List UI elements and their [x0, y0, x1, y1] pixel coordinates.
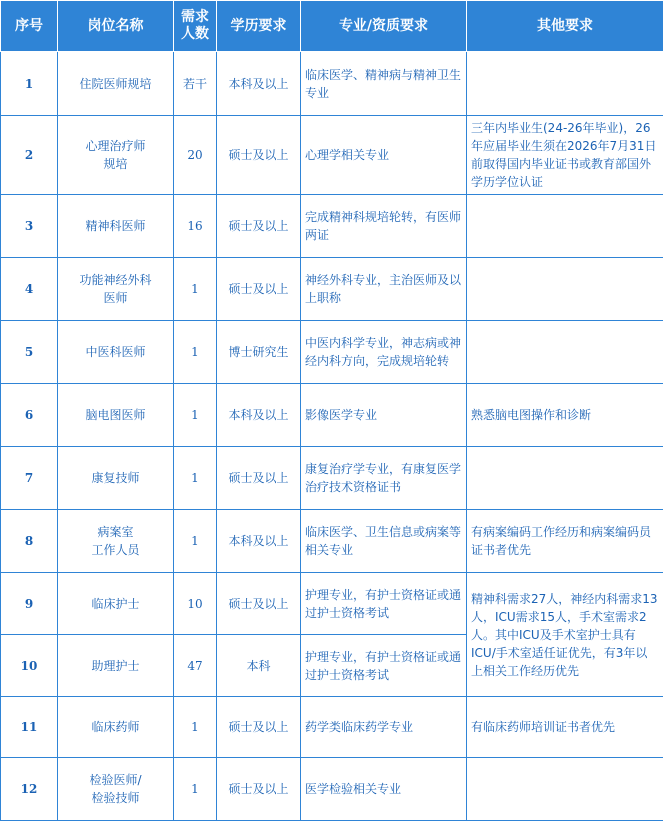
- position-name-line1: 中医科医师: [85, 345, 146, 359]
- position-count: 1: [174, 321, 217, 384]
- position-name: [58, 447, 174, 510]
- header-other: 其他要求: [467, 1, 663, 52]
- education-req: 本科: [217, 635, 301, 697]
- position-name: [58, 758, 174, 821]
- header-major: 专业/资质要求: [301, 1, 467, 52]
- other-req: 三年内毕业生(24-26年毕业)，26年应届毕业生须在2026年7月31日前取得国内毕业证书或教育部国外学历学位认证: [467, 116, 663, 195]
- other-req: 熟悉脑电图操作和诊断: [467, 384, 663, 447]
- position-name-line2: 医师: [103, 291, 128, 305]
- education-req: 博士研究生: [217, 321, 301, 384]
- major-req: 护理专业，有护士资格证或通过护士资格考试: [301, 573, 467, 635]
- table-row: [1, 510, 663, 573]
- education-req: 硕士及以上: [217, 258, 301, 321]
- table-row: [1, 573, 663, 635]
- row-num: 5: [1, 321, 58, 384]
- header-count: [174, 1, 217, 52]
- education-req: 硕士及以上: [217, 195, 301, 258]
- major-req: 心理学相关专业: [301, 116, 467, 195]
- other-req: [467, 321, 663, 384]
- other-req: [467, 52, 663, 116]
- other-req: [467, 258, 663, 321]
- row-num: 2: [1, 116, 58, 195]
- position-name-line1: 脑电图医师: [85, 408, 146, 422]
- table-row: [1, 116, 663, 195]
- position-name-line1: 精神科医师: [85, 219, 146, 233]
- major-req: 中医内科学专业，神志病或神经内科方向，完成规培轮转: [301, 321, 467, 384]
- major-req: 神经外科专业，主治医师及以上职称: [301, 258, 467, 321]
- row-num: 8: [1, 510, 58, 573]
- row-num: 3: [1, 195, 58, 258]
- position-name: [58, 384, 174, 447]
- position-name-line1: 临床护士: [91, 596, 140, 611]
- row-num: 6: [1, 384, 58, 447]
- position-count: 1: [174, 447, 217, 510]
- education-req: 硕士及以上: [217, 697, 301, 758]
- major-req: 影像医学专业: [301, 384, 467, 447]
- other-req: [467, 447, 663, 510]
- position-name-line1: 康复技师: [91, 471, 140, 485]
- position-name: [58, 321, 174, 384]
- education-req: 硕士及以上: [217, 573, 301, 635]
- major-req: 临床医学、精神病与精神卫生专业: [301, 52, 467, 116]
- position-count: 16: [174, 195, 217, 258]
- header-count-line1: 需求: [181, 9, 209, 25]
- position-name: [58, 573, 174, 635]
- header-num: 序号: [1, 1, 58, 52]
- table-row: [1, 384, 663, 447]
- education-req: 硕士及以上: [217, 447, 301, 510]
- position-name-line1: 病案室: [97, 525, 134, 539]
- position-name: [58, 697, 174, 758]
- position-name-line1: 住院医师规培: [79, 76, 152, 91]
- position-name-line1: 临床药师: [91, 720, 140, 734]
- major-req: 药学类临床药学专业: [301, 697, 467, 758]
- major-req: 护理专业，有护士资格证或通过护士资格考试: [301, 635, 467, 697]
- position-name-line1: 检验医师/: [89, 773, 142, 787]
- major-req: 临床医学、卫生信息或病案等相关专业: [301, 510, 467, 573]
- table-row: [1, 52, 663, 116]
- position-name: [58, 52, 174, 116]
- education-req: 本科及以上: [217, 510, 301, 573]
- position-count: 1: [174, 510, 217, 573]
- major-req: 医学检验相关专业: [301, 758, 467, 821]
- education-req: 硕士及以上: [217, 758, 301, 821]
- header-count-line2: 人数: [181, 26, 209, 42]
- position-count: 10: [174, 573, 217, 635]
- position-count: 1: [174, 384, 217, 447]
- position-count: 1: [174, 697, 217, 758]
- other-req: [467, 195, 663, 258]
- position-name: [58, 510, 174, 573]
- position-name-line2: 规培: [103, 157, 128, 171]
- position-count: 1: [174, 258, 217, 321]
- position-count: 1: [174, 758, 217, 821]
- row-num: 12: [1, 758, 58, 821]
- major-req: 完成精神科规培轮转，有医师两证: [301, 195, 467, 258]
- position-name-line2: 检验技师: [91, 791, 140, 805]
- row-num: 9: [1, 573, 58, 635]
- education-req: 硕士及以上: [217, 116, 301, 195]
- position-count: 47: [174, 635, 217, 697]
- major-req: 康复治疗学专业，有康复医学治疗技术资格证书: [301, 447, 467, 510]
- position-name-line1: 功能神经外科: [79, 273, 152, 287]
- position-name: [58, 195, 174, 258]
- header-name: 岗位名称: [58, 1, 174, 52]
- row-num: 11: [1, 697, 58, 758]
- table-row: [1, 758, 663, 821]
- other-req: 有临床药师培训证书者优先: [467, 697, 663, 758]
- table-row: [1, 697, 663, 758]
- header-row: [1, 1, 663, 52]
- position-name: [58, 116, 174, 195]
- table-row: [1, 447, 663, 510]
- position-name-line2: 工作人员: [91, 543, 140, 557]
- other-req: 精神科需求27人，神经内科需求13人，ICU需求15人，手术室需求2人。其中ICU及手术室护士具有ICU/手术室适任证优先，有3年以上相关工作经历优先: [467, 573, 663, 697]
- other-req: 有病案编码工作经历和病案编码员证书者优先: [467, 510, 663, 573]
- header-education: 学历要求: [217, 1, 301, 52]
- position-name-line1: 助理护士: [91, 658, 140, 673]
- position-name: [58, 635, 174, 697]
- table-row: [1, 195, 663, 258]
- education-req: 本科及以上: [217, 52, 301, 116]
- position-count: 若干: [174, 52, 217, 116]
- table-row: [1, 258, 663, 321]
- education-req: 本科及以上: [217, 384, 301, 447]
- row-num: 7: [1, 447, 58, 510]
- row-num: 10: [1, 635, 58, 697]
- other-req: [467, 758, 663, 821]
- position-count: 20: [174, 116, 217, 195]
- row-num: 4: [1, 258, 58, 321]
- position-name-line1: 心理治疗师: [85, 139, 146, 153]
- row-num: 1: [1, 52, 58, 116]
- table-row: [1, 321, 663, 384]
- position-name: [58, 258, 174, 321]
